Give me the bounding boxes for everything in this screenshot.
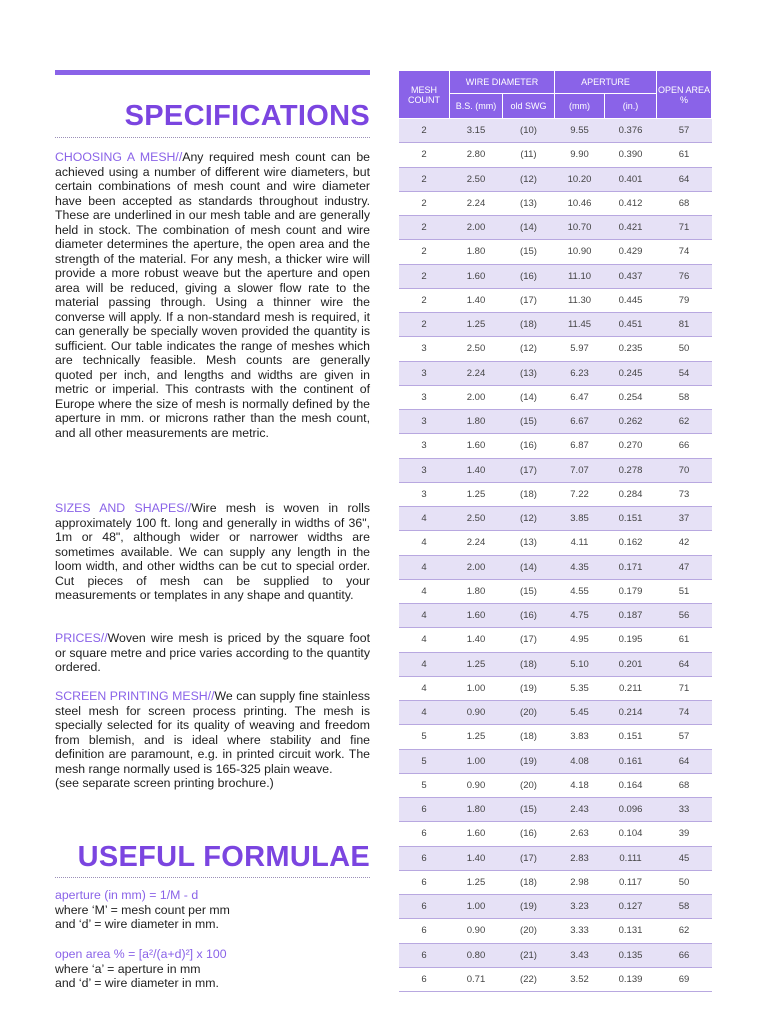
header-wire-diameter: WIRE DIAMETER [450, 71, 555, 94]
formula-expression: open area % = [a²/(a+d)²] x 100 [55, 947, 227, 961]
cell-old-swg: (20) [503, 701, 555, 725]
cell-mesh-count: 4 [399, 579, 450, 603]
formula-open-area [55, 947, 375, 991]
cell-aperture-mm: 3.33 [555, 919, 605, 943]
table-row [399, 167, 712, 191]
cell-open-area: 69 [657, 967, 712, 991]
cell-open-area: 47 [657, 555, 712, 579]
cell-aperture-in: 0.278 [605, 458, 657, 482]
cell-old-swg: (13) [503, 361, 555, 385]
cell-aperture-mm: 3.43 [555, 943, 605, 967]
cell-mesh-count: 5 [399, 773, 450, 797]
cell-mesh-count: 4 [399, 628, 450, 652]
cell-mesh-count: 6 [399, 967, 450, 991]
cell-aperture-mm: 4.75 [555, 604, 605, 628]
cell-bs-mm: 0.71 [450, 967, 503, 991]
cell-aperture-mm: 10.20 [555, 167, 605, 191]
cell-open-area: 50 [657, 337, 712, 361]
cell-aperture-mm: 11.30 [555, 288, 605, 312]
cell-old-swg: (12) [503, 337, 555, 361]
mesh-table-body [399, 119, 712, 992]
table-row [399, 676, 712, 700]
cell-aperture-in: 0.161 [605, 749, 657, 773]
cell-mesh-count: 4 [399, 652, 450, 676]
formulae-divider [55, 877, 370, 878]
header-aperture: APERTURE [555, 71, 657, 94]
cell-aperture-in: 0.131 [605, 919, 657, 943]
cell-open-area: 54 [657, 361, 712, 385]
cell-old-swg: (17) [503, 458, 555, 482]
cell-aperture-mm: 2.63 [555, 822, 605, 846]
mesh-table-container [398, 70, 711, 992]
cell-aperture-in: 0.429 [605, 240, 657, 264]
table-row [399, 216, 712, 240]
cell-mesh-count: 3 [399, 361, 450, 385]
cell-bs-mm: 2.00 [450, 555, 503, 579]
cell-aperture-in: 0.235 [605, 337, 657, 361]
cell-old-swg: (18) [503, 725, 555, 749]
cell-old-swg: (18) [503, 870, 555, 894]
cell-open-area: 70 [657, 458, 712, 482]
section-prices [55, 631, 370, 675]
cell-mesh-count: 2 [399, 143, 450, 167]
section-text: Woven wire mesh is priced by the square foot or square metre and price varies according to the quantity ordered. [55, 631, 370, 674]
cell-open-area: 79 [657, 288, 712, 312]
cell-aperture-in: 0.151 [605, 725, 657, 749]
formula-line: where ‘M’ = mesh count per mm [55, 902, 230, 917]
cell-open-area: 66 [657, 434, 712, 458]
cell-bs-mm: 1.00 [450, 749, 503, 773]
table-row [399, 313, 712, 337]
cell-old-swg: (15) [503, 798, 555, 822]
cell-open-area: 73 [657, 482, 712, 506]
cell-aperture-mm: 9.90 [555, 143, 605, 167]
cell-open-area: 37 [657, 507, 712, 531]
cell-aperture-mm: 2.43 [555, 798, 605, 822]
cell-open-area: 74 [657, 701, 712, 725]
cell-mesh-count: 4 [399, 531, 450, 555]
cell-open-area: 58 [657, 895, 712, 919]
formula-line: and ‘d’ = wire diameter in mm. [55, 917, 219, 931]
section-key: CHOOSING A MESH// [55, 150, 183, 164]
cell-open-area: 71 [657, 676, 712, 700]
cell-aperture-in: 0.401 [605, 167, 657, 191]
cell-bs-mm: 1.40 [450, 458, 503, 482]
cell-aperture-mm: 7.07 [555, 458, 605, 482]
cell-mesh-count: 6 [399, 870, 450, 894]
cell-mesh-count: 2 [399, 191, 450, 215]
cell-aperture-in: 0.179 [605, 579, 657, 603]
cell-bs-mm: 1.60 [450, 604, 503, 628]
cell-aperture-mm: 4.08 [555, 749, 605, 773]
section-key: SIZES AND SHAPES// [55, 501, 192, 515]
cell-open-area: 64 [657, 749, 712, 773]
cell-open-area: 57 [657, 725, 712, 749]
cell-bs-mm: 2.50 [450, 337, 503, 361]
cell-old-swg: (14) [503, 216, 555, 240]
cell-aperture-mm: 2.83 [555, 846, 605, 870]
cell-mesh-count: 6 [399, 919, 450, 943]
cell-mesh-count: 4 [399, 701, 450, 725]
table-row [399, 361, 712, 385]
cell-aperture-in: 0.171 [605, 555, 657, 579]
cell-aperture-in: 0.451 [605, 313, 657, 337]
table-row [399, 555, 712, 579]
cell-open-area: 68 [657, 191, 712, 215]
cell-aperture-in: 0.096 [605, 798, 657, 822]
cell-old-swg: (20) [503, 773, 555, 797]
cell-bs-mm: 1.60 [450, 434, 503, 458]
table-row [399, 604, 712, 628]
cell-aperture-in: 0.421 [605, 216, 657, 240]
cell-old-swg: (18) [503, 652, 555, 676]
cell-aperture-mm: 11.45 [555, 313, 605, 337]
cell-bs-mm: 1.80 [450, 240, 503, 264]
cell-aperture-mm: 10.90 [555, 240, 605, 264]
table-row [399, 725, 712, 749]
cell-mesh-count: 2 [399, 313, 450, 337]
table-row [399, 240, 712, 264]
table-row [399, 143, 712, 167]
cell-aperture-mm: 6.67 [555, 410, 605, 434]
cell-aperture-mm: 11.10 [555, 264, 605, 288]
cell-old-swg: (15) [503, 410, 555, 434]
table-row [399, 652, 712, 676]
cell-aperture-mm: 4.95 [555, 628, 605, 652]
cell-aperture-mm: 3.83 [555, 725, 605, 749]
table-row [399, 410, 712, 434]
section-key: PRICES// [55, 631, 108, 645]
cell-aperture-mm: 4.55 [555, 579, 605, 603]
cell-old-swg: (14) [503, 555, 555, 579]
cell-old-swg: (20) [503, 919, 555, 943]
cell-old-swg: (12) [503, 507, 555, 531]
table-row [399, 749, 712, 773]
cell-open-area: 76 [657, 264, 712, 288]
formula-line: where ‘a’ = aperture in mm [55, 961, 201, 976]
cell-open-area: 71 [657, 216, 712, 240]
cell-aperture-mm: 3.85 [555, 507, 605, 531]
cell-old-swg: (18) [503, 482, 555, 506]
cell-aperture-in: 0.390 [605, 143, 657, 167]
cell-open-area: 61 [657, 628, 712, 652]
cell-mesh-count: 3 [399, 337, 450, 361]
cell-mesh-count: 3 [399, 410, 450, 434]
table-row [399, 434, 712, 458]
cell-old-swg: (17) [503, 846, 555, 870]
cell-aperture-mm: 9.55 [555, 119, 605, 143]
cell-aperture-in: 0.412 [605, 191, 657, 215]
cell-mesh-count: 2 [399, 264, 450, 288]
cell-open-area: 66 [657, 943, 712, 967]
cell-aperture-mm: 4.18 [555, 773, 605, 797]
cell-mesh-count: 3 [399, 434, 450, 458]
table-row [399, 531, 712, 555]
cell-aperture-in: 0.284 [605, 482, 657, 506]
cell-old-swg: (12) [503, 167, 555, 191]
cell-aperture-mm: 10.46 [555, 191, 605, 215]
cell-open-area: 50 [657, 870, 712, 894]
cell-old-swg: (18) [503, 313, 555, 337]
heading-divider [55, 137, 370, 138]
cell-bs-mm: 1.60 [450, 264, 503, 288]
cell-aperture-mm: 4.11 [555, 531, 605, 555]
cell-mesh-count: 2 [399, 288, 450, 312]
cell-aperture-mm: 6.47 [555, 385, 605, 409]
cell-aperture-mm: 7.22 [555, 482, 605, 506]
cell-bs-mm: 1.40 [450, 628, 503, 652]
table-row [399, 119, 712, 143]
cell-aperture-in: 0.214 [605, 701, 657, 725]
cell-aperture-in: 0.211 [605, 676, 657, 700]
cell-old-swg: (13) [503, 531, 555, 555]
cell-old-swg: (19) [503, 676, 555, 700]
cell-aperture-in: 0.135 [605, 943, 657, 967]
cell-aperture-in: 0.111 [605, 846, 657, 870]
cell-bs-mm: 1.40 [450, 846, 503, 870]
cell-aperture-in: 0.162 [605, 531, 657, 555]
table-row [399, 458, 712, 482]
cell-old-swg: (13) [503, 191, 555, 215]
section-extra: (see separate screen printing brochure.) [55, 776, 274, 790]
top-accent-bar [55, 70, 370, 75]
cell-aperture-mm: 5.45 [555, 701, 605, 725]
cell-aperture-in: 0.139 [605, 967, 657, 991]
section-text: Wire mesh is woven in rolls approximately 100 ft. long and generally in widths of 36", 1m or 48", although wider or narrower widths are sometimes available. We can supply any length in the loom width, and other widths can be cut to special order. Cut pieces of mesh can be supplied to your measurements or templates in any shape and quantity. [55, 501, 371, 602]
table-row [399, 264, 712, 288]
cell-mesh-count: 2 [399, 119, 450, 143]
cell-aperture-mm: 2.98 [555, 870, 605, 894]
cell-bs-mm: 0.80 [450, 943, 503, 967]
cell-old-swg: (19) [503, 895, 555, 919]
cell-open-area: 45 [657, 846, 712, 870]
cell-aperture-in: 0.104 [605, 822, 657, 846]
cell-mesh-count: 6 [399, 798, 450, 822]
header-old-swg: old SWG [503, 94, 555, 119]
cell-mesh-count: 4 [399, 555, 450, 579]
cell-aperture-mm: 3.23 [555, 895, 605, 919]
cell-bs-mm: 2.50 [450, 167, 503, 191]
cell-bs-mm: 1.25 [450, 313, 503, 337]
table-row [399, 191, 712, 215]
cell-mesh-count: 5 [399, 749, 450, 773]
cell-bs-mm: 2.00 [450, 385, 503, 409]
cell-old-swg: (17) [503, 628, 555, 652]
cell-aperture-in: 0.164 [605, 773, 657, 797]
cell-bs-mm: 2.24 [450, 361, 503, 385]
cell-old-swg: (16) [503, 822, 555, 846]
cell-bs-mm: 1.00 [450, 895, 503, 919]
cell-bs-mm: 1.25 [450, 870, 503, 894]
cell-open-area: 81 [657, 313, 712, 337]
cell-mesh-count: 4 [399, 676, 450, 700]
cell-old-swg: (17) [503, 288, 555, 312]
cell-bs-mm: 2.24 [450, 191, 503, 215]
cell-bs-mm: 1.60 [450, 822, 503, 846]
cell-aperture-mm: 6.23 [555, 361, 605, 385]
cell-old-swg: (21) [503, 943, 555, 967]
cell-aperture-in: 0.201 [605, 652, 657, 676]
cell-open-area: 33 [657, 798, 712, 822]
cell-aperture-in: 0.254 [605, 385, 657, 409]
specifications-heading: SPECIFICATIONS [124, 100, 370, 132]
cell-old-swg: (16) [503, 604, 555, 628]
cell-mesh-count: 6 [399, 846, 450, 870]
table-row [399, 919, 712, 943]
cell-aperture-mm: 5.10 [555, 652, 605, 676]
table-row [399, 846, 712, 870]
cell-bs-mm: 1.00 [450, 676, 503, 700]
cell-bs-mm: 2.24 [450, 531, 503, 555]
mesh-table [398, 70, 712, 992]
cell-bs-mm: 1.25 [450, 482, 503, 506]
cell-old-swg: (22) [503, 967, 555, 991]
cell-aperture-in: 0.445 [605, 288, 657, 312]
header-aperture-mm: (mm) [555, 94, 605, 119]
cell-bs-mm: 1.80 [450, 579, 503, 603]
cell-old-swg: (16) [503, 264, 555, 288]
table-row [399, 288, 712, 312]
table-row [399, 579, 712, 603]
header-bs-mm: B.S. (mm) [450, 94, 503, 119]
cell-open-area: 64 [657, 652, 712, 676]
cell-mesh-count: 3 [399, 482, 450, 506]
cell-open-area: 74 [657, 240, 712, 264]
formulae-heading: USEFUL FORMULAE [77, 841, 370, 873]
cell-mesh-count: 2 [399, 216, 450, 240]
cell-old-swg: (15) [503, 240, 555, 264]
header-mesh-count: MESH COUNT [399, 71, 450, 119]
cell-bs-mm: 2.00 [450, 216, 503, 240]
cell-mesh-count: 2 [399, 240, 450, 264]
section-text: We can supply fine stainless steel mesh for screen process printing. The mesh is specially selected for its quality of weaving and freedom from blemish, and is ideal where stability and fine definition are paramount, e.g. in printed circuit work. The mesh range normally used is 165-325 plain weave. [55, 689, 370, 776]
cell-aperture-in: 0.187 [605, 604, 657, 628]
cell-bs-mm: 0.90 [450, 773, 503, 797]
formula-line: and ‘d’ = wire diameter in mm. [55, 976, 219, 990]
table-row [399, 798, 712, 822]
table-row [399, 385, 712, 409]
formula-aperture [55, 888, 375, 932]
cell-old-swg: (19) [503, 749, 555, 773]
cell-bs-mm: 1.80 [450, 410, 503, 434]
cell-aperture-in: 0.245 [605, 361, 657, 385]
cell-aperture-in: 0.195 [605, 628, 657, 652]
table-row [399, 895, 712, 919]
cell-aperture-in: 0.376 [605, 119, 657, 143]
section-key: SCREEN PRINTING MESH// [55, 689, 215, 703]
formula-expression: aperture (in mm) = 1/M - d [55, 888, 199, 902]
cell-mesh-count: 3 [399, 385, 450, 409]
cell-open-area: 68 [657, 773, 712, 797]
cell-bs-mm: 1.80 [450, 798, 503, 822]
cell-aperture-in: 0.270 [605, 434, 657, 458]
cell-old-swg: (15) [503, 579, 555, 603]
cell-mesh-count: 3 [399, 458, 450, 482]
cell-open-area: 62 [657, 919, 712, 943]
cell-bs-mm: 1.25 [450, 725, 503, 749]
cell-aperture-mm: 4.35 [555, 555, 605, 579]
table-row [399, 822, 712, 846]
cell-open-area: 64 [657, 167, 712, 191]
table-row [399, 773, 712, 797]
cell-open-area: 42 [657, 531, 712, 555]
header-open-area: OPEN AREA % [657, 71, 712, 119]
cell-aperture-in: 0.151 [605, 507, 657, 531]
cell-aperture-mm: 5.35 [555, 676, 605, 700]
cell-aperture-in: 0.262 [605, 410, 657, 434]
cell-bs-mm: 3.15 [450, 119, 503, 143]
cell-mesh-count: 6 [399, 943, 450, 967]
cell-aperture-mm: 6.87 [555, 434, 605, 458]
cell-aperture-in: 0.117 [605, 870, 657, 894]
cell-mesh-count: 6 [399, 822, 450, 846]
section-text: Any required mesh count can be achieved using a number of different wire diameters, but certain combinations of mesh count and wire diameter have been accepted as standards throughout industry. These are underlined in our mesh table and are generally held in stock. The combination of mesh count and wire diameter determines the aperture, the open area and the strength of the material. For any mesh, a thicker wire will provide a more robust weave but the aperture and open area will be reduced, giving a slower flow rate to the material passing through. Using a thinner wire the converse will apply. If a non-standard mesh is required, it can generally be specially woven provided the quantity is sufficient. Our table indicates the range of meshes which are technically feasible. Mesh counts are generally quoted per inch, and lengths and widths are given in metric or imperial. This contrasts with the continent of Europe where the size of mesh is normally defined by the aperture in mm. or microns rather than the mesh count, and all other measurements are metric. [55, 150, 370, 440]
cell-bs-mm: 1.25 [450, 652, 503, 676]
section-choosing-mesh [55, 150, 370, 440]
cell-bs-mm: 0.90 [450, 701, 503, 725]
cell-bs-mm: 1.40 [450, 288, 503, 312]
table-row [399, 507, 712, 531]
table-row [399, 337, 712, 361]
table-row [399, 628, 712, 652]
cell-open-area: 39 [657, 822, 712, 846]
cell-aperture-mm: 10.70 [555, 216, 605, 240]
cell-open-area: 51 [657, 579, 712, 603]
cell-open-area: 57 [657, 119, 712, 143]
cell-old-swg: (11) [503, 143, 555, 167]
cell-aperture-in: 0.127 [605, 895, 657, 919]
cell-aperture-mm: 5.97 [555, 337, 605, 361]
cell-open-area: 61 [657, 143, 712, 167]
cell-mesh-count: 6 [399, 895, 450, 919]
cell-old-swg: (10) [503, 119, 555, 143]
cell-open-area: 58 [657, 385, 712, 409]
cell-mesh-count: 4 [399, 507, 450, 531]
header-aperture-in: (in.) [605, 94, 657, 119]
cell-bs-mm: 0.90 [450, 919, 503, 943]
table-row [399, 943, 712, 967]
cell-open-area: 56 [657, 604, 712, 628]
cell-aperture-in: 0.437 [605, 264, 657, 288]
cell-mesh-count: 2 [399, 167, 450, 191]
section-screen-printing [55, 689, 370, 791]
cell-old-swg: (16) [503, 434, 555, 458]
table-row [399, 870, 712, 894]
cell-mesh-count: 5 [399, 725, 450, 749]
section-sizes-shapes [55, 501, 370, 603]
cell-open-area: 62 [657, 410, 712, 434]
table-row [399, 701, 712, 725]
table-row [399, 482, 712, 506]
cell-aperture-mm: 3.52 [555, 967, 605, 991]
cell-bs-mm: 2.50 [450, 507, 503, 531]
cell-mesh-count: 4 [399, 604, 450, 628]
cell-old-swg: (14) [503, 385, 555, 409]
cell-bs-mm: 2.80 [450, 143, 503, 167]
table-row [399, 967, 712, 991]
